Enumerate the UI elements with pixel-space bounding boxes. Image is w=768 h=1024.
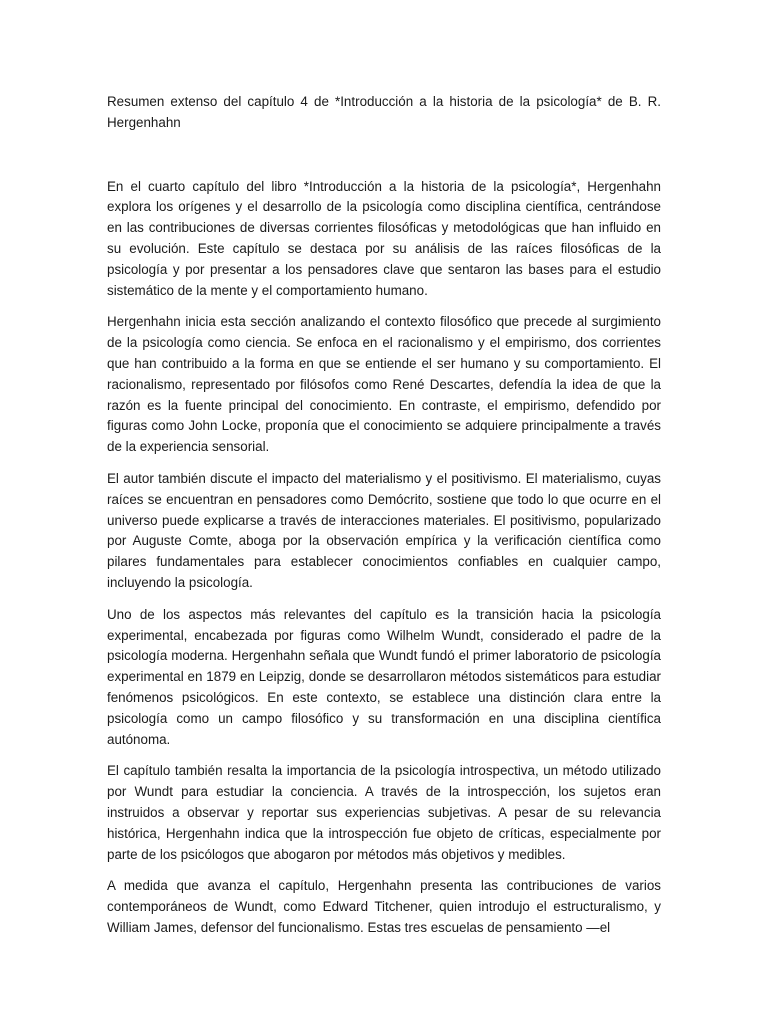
paragraph-1: En el cuarto capítulo del libro *Introducción a la historia de la psicología*, Hergenhahn explora los orígenes y el desarrollo de la psicología como disciplina científica, centrándose en las contribuciones de diversas corrientes filosóficas y metodológicas que han influido en su evolución. Este capítulo se destaca por su análisis de las raíces filosóficas de la psicología y por presentar a los pensadores clave que sentaron las bases para el estudio sistemático de la mente y el comportamiento humano. [107,178,661,298]
paragraph-5: El capítulo también resalta la importancia de la psicología introspectiva, un método utilizado por Wundt para estudiar la conciencia. A través de la introspección, los sujetos eran instruidos a observar y reportar sus experiencias subjetivas. A pesar de su relevancia histórica, Hergenhahn indica que la introspección fue objeto de críticas, especialmente por parte de los psicólogos que abogaron por métodos más objetivos y medibles. [107,763,661,862]
document-body [107,92,661,950]
paragraph-3: El autor también discute el impacto del materialismo y el positivismo. El materialismo, cuyas raíces se encuentran en pensadores como Demócrito, sostiene que todo lo que ocurre en el universo puede explicarse a través de interacciones materiales. El positivismo, popularizado por Auguste Comte, aboga por la observación empírica y la verificación científica como pilares fundamentales para establecer conocimientos confiables en cualquier campo, incluyendo la psicología. [107,470,661,590]
paragraph-4: Uno de los aspectos más relevantes del capítulo es la transición hacia la psicología experimental, encabezada por figuras como Wilhelm Wundt, considerado el padre de la psicología moderna. Hergenhahn señala que Wundt fundó el primer laboratorio de psicología experimental en 1879 en Leipzig, donde se desarrollaron métodos sistemáticos para estudiar fenómenos psicológicos. En este contexto, se establece una distinción clara entre la psicología como un campo filosófico y su transformación en una disciplina científica autónoma. [107,606,661,747]
document-title: Resumen extenso del capítulo 4 de *Introducción a la historia de la psicología* de B. R. Hergenhahn [107,94,661,130]
paragraph-6: A medida que avanza el capítulo, Hergenhahn presenta las contribuciones de varios contemporáneos de Wundt, como Edward Titchener, quien introdujo el estructuralismo, y William James, defensor del funcionalismo. Estas tres escuelas de pensamiento —el [107,878,661,935]
paragraph-2: Hergenhahn inicia esta sección analizando el contexto filosófico que precede al surgimiento de la psicología como ciencia. Se enfoca en el racionalismo y el empirismo, dos corrientes que han contribuido a la forma en que se entiende el ser humano y su comportamiento. El racionalismo, representado por filósofos como René Descartes, defendía la idea de que la razón es la fuente principal del conocimiento. En contraste, el empirismo, defendido por figuras como John Locke, proponía que el conocimiento se adquiere principalmente a través de la experiencia sensorial. [107,314,661,455]
